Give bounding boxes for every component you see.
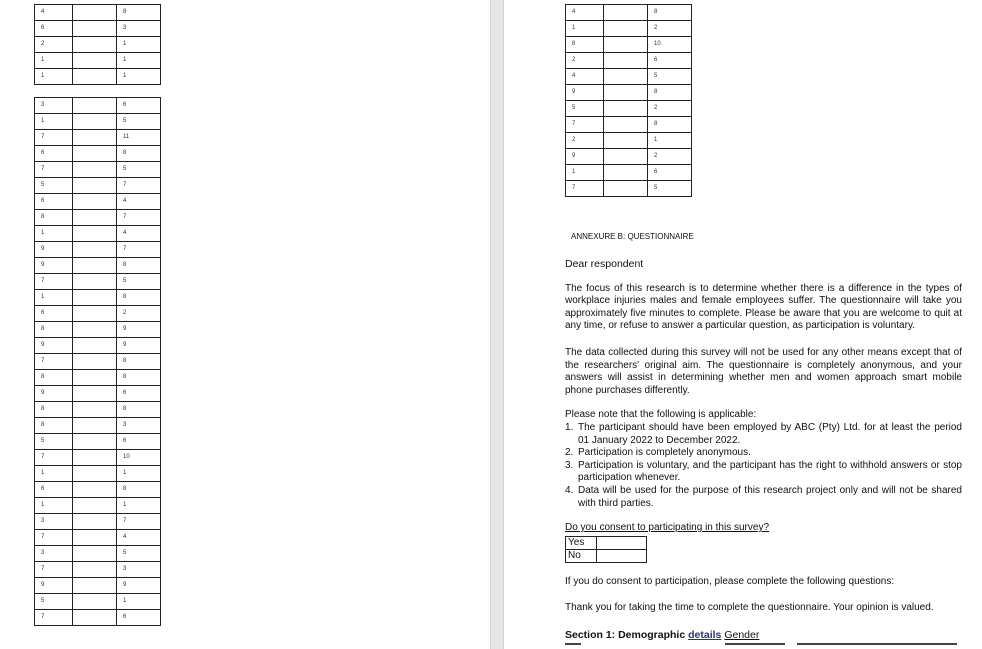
table-row: [35, 178, 161, 194]
table-row: [35, 466, 161, 482]
table-cell: [73, 306, 117, 322]
table-cell: 9: [35, 242, 73, 258]
table-cell: [73, 274, 117, 290]
table-row: [566, 69, 692, 85]
cut-off-text-fragment: [725, 643, 785, 645]
table-cell: [604, 181, 648, 197]
table-row: [566, 133, 692, 149]
table-row: [35, 578, 161, 594]
table-cell: [73, 69, 117, 85]
table-cell: 8: [117, 354, 161, 370]
table-cell: [73, 386, 117, 402]
table-row: [35, 210, 161, 226]
rule-text: The participant should have been employed by ABC (Pty) Ltd. for at least the period 01 January 2022 to December 2022.: [578, 421, 962, 446]
table-row: [35, 370, 161, 386]
table-cell: 5: [117, 114, 161, 130]
table-cell: 9: [35, 578, 73, 594]
table-row: [35, 37, 161, 53]
table-cell: 7: [566, 117, 604, 133]
table-cell: 8: [117, 5, 161, 21]
table-cell: [604, 117, 648, 133]
table-cell: 1: [117, 69, 161, 85]
table-cell: 8: [35, 370, 73, 386]
table-row: [566, 165, 692, 181]
table-cell: [604, 53, 648, 69]
table-cell: 2: [648, 149, 692, 165]
rule-item: [565, 447, 962, 460]
table-cell: 5: [648, 181, 692, 197]
table-cell: 7: [117, 210, 161, 226]
table-cell: 6: [648, 165, 692, 181]
table-cell: 9: [35, 258, 73, 274]
rule-number: 4.: [565, 484, 574, 496]
table-cell: 1: [35, 498, 73, 514]
table-cell: [73, 37, 117, 53]
table-cell: 8: [117, 258, 161, 274]
table-cell: 8: [35, 210, 73, 226]
table-cell: [73, 162, 117, 178]
table-cell: [73, 402, 117, 418]
table-cell: 6: [35, 21, 73, 37]
table-cell: 7: [35, 530, 73, 546]
table-cell: 1: [648, 133, 692, 149]
table-row: [35, 130, 161, 146]
table-row: [35, 610, 161, 626]
table-cell: 4: [117, 194, 161, 210]
table-cell: 9: [35, 338, 73, 354]
table-cell: 6: [35, 306, 73, 322]
table-row: [35, 146, 161, 162]
table-row: [566, 53, 692, 69]
table-row: [35, 242, 161, 258]
table-cell: 7: [35, 450, 73, 466]
table-cell: 6: [35, 146, 73, 162]
table-cell: 1: [35, 226, 73, 242]
table-cell: 3: [117, 418, 161, 434]
table-row: [35, 21, 161, 37]
table-cell: [73, 610, 117, 626]
table-row: [35, 530, 161, 546]
table-cell: 9: [35, 386, 73, 402]
table-row: [35, 274, 161, 290]
table-cell: 8: [35, 402, 73, 418]
table-cell: 9: [566, 149, 604, 165]
table-cell: 5: [35, 434, 73, 450]
table-cell: 7: [117, 514, 161, 530]
table-cell: 4: [566, 69, 604, 85]
table-cell: 1: [35, 290, 73, 306]
table-cell: 9: [117, 578, 161, 594]
table-row: [35, 226, 161, 242]
intro-paragraph: The focus of this research is to determine whether there is a difference in the types of workplace injuries males and female employees suffer. The questionnaire will take you approximately five minutes to complete. Please be aware that you are welcome to quit at any time, or refuse to answer a particular question, as participation is voluntary.: [565, 282, 962, 332]
table-row: [35, 482, 161, 498]
table-row: [566, 85, 692, 101]
table-cell: [73, 226, 117, 242]
table-row: [35, 402, 161, 418]
table-cell: 6: [117, 98, 161, 114]
table-cell: 1: [566, 165, 604, 181]
table-cell: 6: [117, 386, 161, 402]
table-row: [35, 69, 161, 85]
table-cell: 7: [35, 162, 73, 178]
table-row: [35, 5, 161, 21]
table-cell: 3: [117, 21, 161, 37]
rule-text: Participation is voluntary, and the participant has the right to withhold answers or stop participation whenever.: [578, 459, 962, 484]
data-table-top: [34, 4, 161, 85]
table-row: [35, 98, 161, 114]
table-cell: [73, 498, 117, 514]
table-cell: [73, 594, 117, 610]
table-row: [35, 434, 161, 450]
table-cell: 6: [35, 194, 73, 210]
table-cell: 8: [648, 5, 692, 21]
table-row: [35, 338, 161, 354]
consent-yes-box[interactable]: [597, 536, 647, 549]
table-row: [566, 21, 692, 37]
table-row: [35, 354, 161, 370]
table-cell: 8: [35, 322, 73, 338]
section-gender-word: Gender: [724, 628, 760, 641]
table-cell: [73, 258, 117, 274]
table-cell: 3: [35, 98, 73, 114]
table-cell: [73, 98, 117, 114]
consent-row-no: [566, 549, 647, 562]
table-cell: 4: [117, 226, 161, 242]
consent-no-label: No: [566, 549, 597, 562]
table-cell: 1: [35, 69, 73, 85]
rule-number: 1.: [565, 421, 574, 433]
table-row: [35, 546, 161, 562]
consent-no-box[interactable]: [597, 549, 647, 562]
rules-intro: Please note that the following is applicable:: [565, 409, 757, 421]
table-cell: [604, 37, 648, 53]
table-row: [35, 450, 161, 466]
section-label: Section 1: Demographic: [565, 628, 686, 641]
table-cell: 8: [648, 117, 692, 133]
table-cell: 1: [117, 594, 161, 610]
table-row: [35, 306, 161, 322]
rule-item: [565, 485, 962, 510]
table-cell: [73, 514, 117, 530]
table-cell: 9: [117, 322, 161, 338]
table-cell: [604, 5, 648, 21]
annexure-heading: ANNEXURE B: QUESTIONNAIRE: [571, 232, 694, 241]
table-cell: [73, 338, 117, 354]
page-gutter: [490, 0, 504, 649]
thank-you-note: Thank you for taking the time to complete the questionnaire. Your opinion is valued.: [565, 602, 934, 614]
table-cell: [604, 101, 648, 117]
table-cell: [604, 149, 648, 165]
table-cell: 1: [35, 53, 73, 69]
table-cell: 1: [117, 466, 161, 482]
table-cell: 3: [35, 546, 73, 562]
table-cell: 8: [117, 146, 161, 162]
table-cell: 5: [566, 101, 604, 117]
consent-row-yes: [566, 536, 647, 549]
table-cell: [604, 133, 648, 149]
table-cell: 5: [117, 546, 161, 562]
data-table-bottom: [34, 97, 161, 626]
rule-number: 3.: [565, 459, 574, 471]
table-row: [566, 181, 692, 197]
table-cell: [73, 210, 117, 226]
table-cell: [604, 21, 648, 37]
table-cell: [73, 194, 117, 210]
table-cell: 7: [35, 562, 73, 578]
table-cell: 9: [566, 85, 604, 101]
table-cell: [73, 146, 117, 162]
rule-text: Participation is completely anonymous.: [578, 447, 751, 459]
document-page-right: [504, 0, 982, 649]
table-cell: [73, 354, 117, 370]
table-cell: [73, 530, 117, 546]
table-cell: 10: [117, 450, 161, 466]
greeting: Dear respondent: [565, 258, 644, 270]
table-cell: 8: [35, 418, 73, 434]
table-cell: 1: [117, 53, 161, 69]
table-row: [35, 162, 161, 178]
table-cell: [73, 114, 117, 130]
table-cell: 7: [35, 610, 73, 626]
table-cell: 1: [117, 37, 161, 53]
table-cell: [73, 450, 117, 466]
table-cell: 7: [35, 354, 73, 370]
data-table-right: [565, 4, 692, 197]
table-cell: 11: [117, 130, 161, 146]
table-cell: 8: [117, 482, 161, 498]
table-cell: 6: [117, 610, 161, 626]
table-cell: 4: [566, 5, 604, 21]
table-cell: 3: [35, 514, 73, 530]
table-cell: 7: [35, 130, 73, 146]
cut-off-next-line: [565, 643, 965, 647]
table-cell: 4: [35, 5, 73, 21]
table-cell: 2: [648, 101, 692, 117]
table-cell: 4: [117, 530, 161, 546]
rule-text: Data will be used for the purpose of this research project only and will not be shared with third parties.: [578, 484, 962, 509]
table-cell: 8: [648, 85, 692, 101]
table-cell: [73, 242, 117, 258]
table-cell: 9: [117, 338, 161, 354]
table-cell: 1: [35, 114, 73, 130]
table-row: [566, 117, 692, 133]
table-row: [35, 386, 161, 402]
rule-item: [565, 422, 962, 447]
table-row: [566, 101, 692, 117]
table-cell: [73, 178, 117, 194]
consent-question: Do you consent to participating in this survey?: [565, 522, 769, 534]
table-cell: [604, 69, 648, 85]
table-row: [35, 594, 161, 610]
table-cell: [604, 165, 648, 181]
table-cell: [604, 85, 648, 101]
table-cell: 7: [117, 242, 161, 258]
table-cell: [73, 53, 117, 69]
table-row: [35, 322, 161, 338]
consent-instruction: If you do consent to participation, please complete the following questions:: [565, 575, 895, 587]
table-row: [566, 37, 692, 53]
table-cell: 7: [117, 178, 161, 194]
section-details-word: details: [688, 628, 722, 641]
consent-table: [565, 536, 647, 563]
table-cell: [73, 5, 117, 21]
table-cell: 10: [648, 37, 692, 53]
table-row: [35, 290, 161, 306]
section-heading: [565, 629, 962, 642]
table-cell: 5: [648, 69, 692, 85]
table-cell: 2: [117, 306, 161, 322]
table-cell: [73, 322, 117, 338]
table-cell: 3: [117, 562, 161, 578]
table-row: [35, 514, 161, 530]
table-cell: [73, 21, 117, 37]
table-cell: [73, 546, 117, 562]
table-cell: [73, 562, 117, 578]
table-cell: [73, 130, 117, 146]
table-cell: 2: [566, 53, 604, 69]
rule-number: 2.: [565, 447, 574, 459]
rule-item: [565, 460, 962, 485]
table-cell: [73, 466, 117, 482]
table-cell: 1: [117, 498, 161, 514]
data-usage-paragraph: The data collected during this survey will not be used for any other means except that of the researchers' original aim. The questionnaire is completely anonymous, and your answers will assist in determining whether men and women approach smart mobile phone purchases differently.: [565, 346, 962, 396]
cut-off-text-fragment: [565, 643, 581, 645]
table-cell: 2: [35, 37, 73, 53]
table-cell: [73, 482, 117, 498]
rules-list: [565, 422, 962, 510]
table-cell: 8: [117, 370, 161, 386]
table-row: [35, 562, 161, 578]
table-row: [35, 53, 161, 69]
table-row: [35, 194, 161, 210]
table-cell: 5: [35, 594, 73, 610]
table-cell: 5: [117, 274, 161, 290]
table-cell: 6: [35, 482, 73, 498]
cut-off-text-fragment: [797, 643, 957, 645]
table-cell: 6: [648, 53, 692, 69]
table-cell: [73, 370, 117, 386]
table-cell: [73, 290, 117, 306]
table-cell: 8: [566, 37, 604, 53]
table-cell: 5: [35, 178, 73, 194]
table-row: [35, 418, 161, 434]
questionnaire-body: [565, 230, 962, 641]
consent-yes-label: Yes: [566, 536, 597, 549]
table-cell: [73, 434, 117, 450]
table-cell: [73, 418, 117, 434]
table-cell: 2: [566, 133, 604, 149]
table-cell: 2: [648, 21, 692, 37]
table-cell: 6: [117, 434, 161, 450]
table-cell: 8: [117, 290, 161, 306]
table-cell: 1: [566, 21, 604, 37]
table-row: [35, 498, 161, 514]
table-row: [35, 114, 161, 130]
table-cell: 8: [117, 402, 161, 418]
table-row: [566, 5, 692, 21]
document-page-left: [0, 0, 490, 649]
table-cell: 7: [566, 181, 604, 197]
table-cell: 5: [117, 162, 161, 178]
table-row: [35, 258, 161, 274]
table-cell: 7: [35, 274, 73, 290]
table-cell: 1: [35, 466, 73, 482]
table-cell: [73, 578, 117, 594]
table-row: [566, 149, 692, 165]
